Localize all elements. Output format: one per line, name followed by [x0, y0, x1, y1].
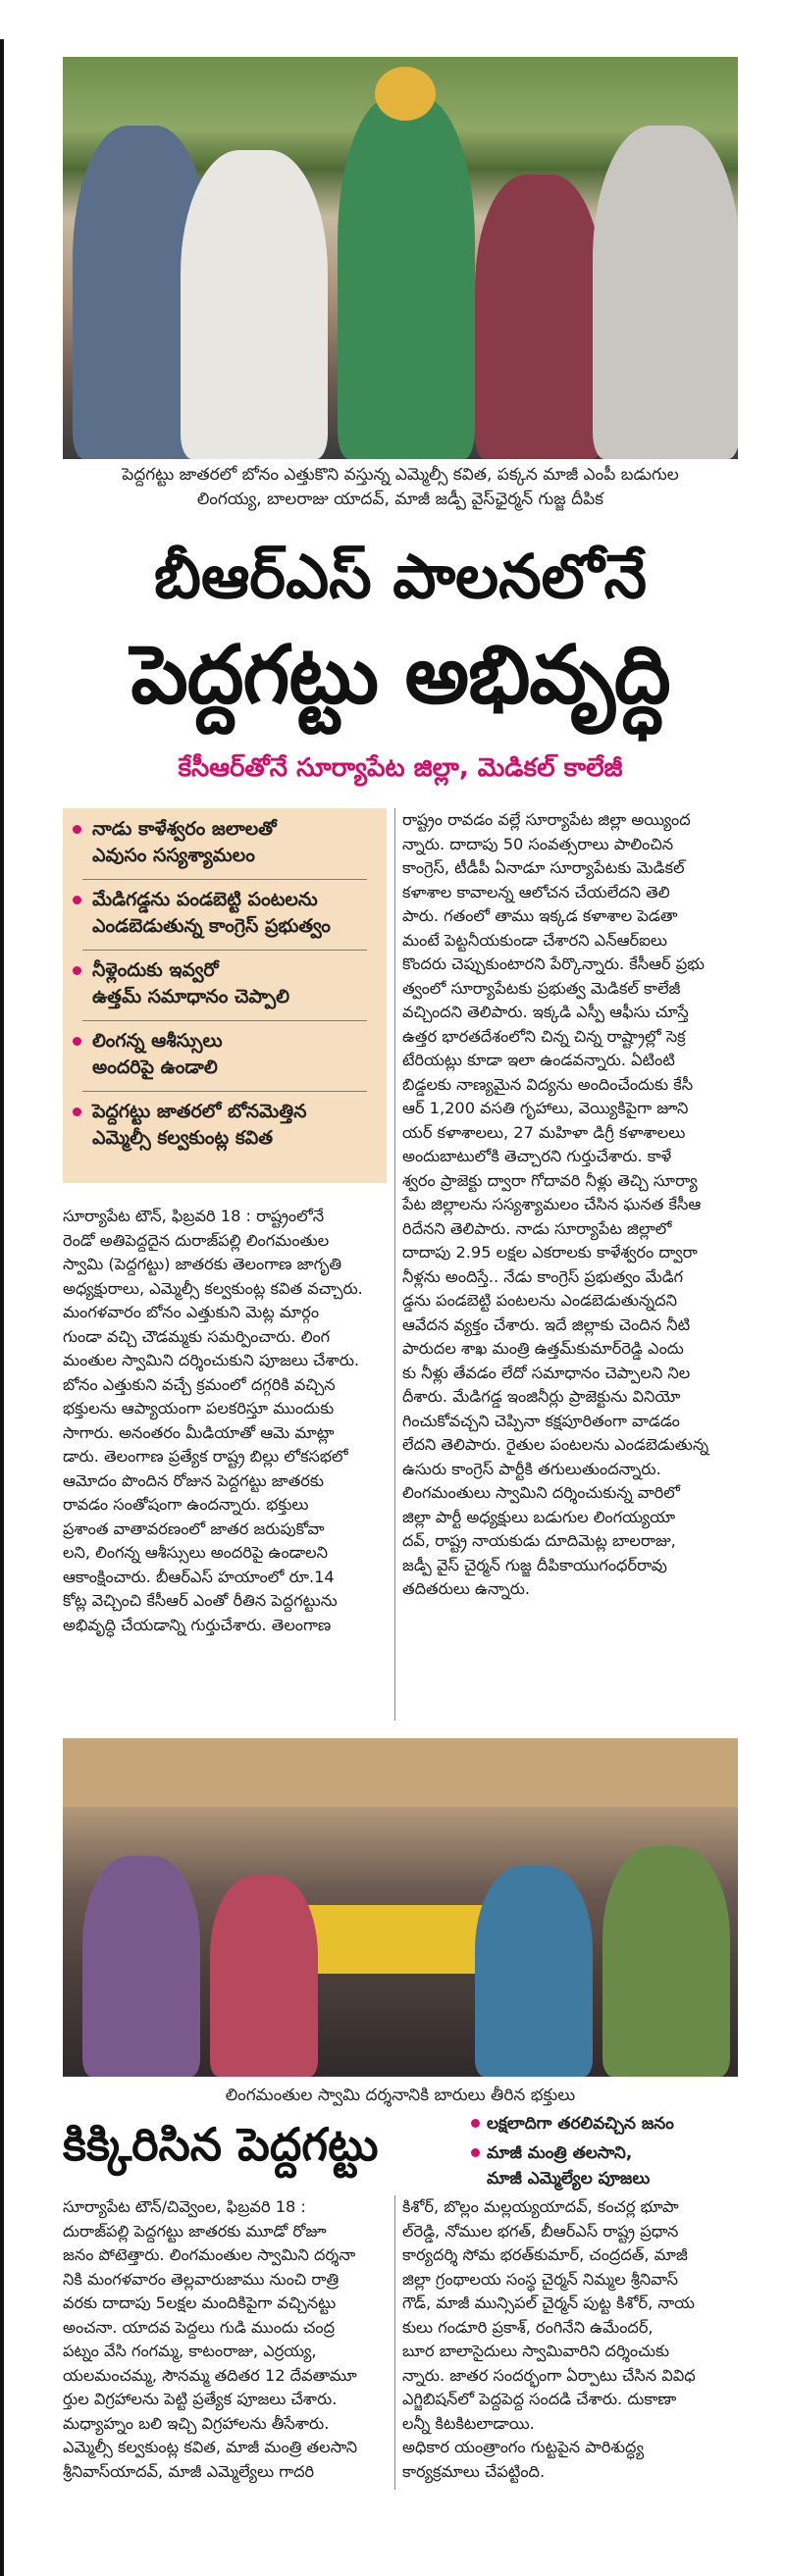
highlight-item — [73, 816, 379, 869]
crowd-figure — [82, 1856, 200, 2077]
article2-bullet — [471, 2111, 746, 2137]
person-figure — [593, 126, 738, 459]
crowd-figure — [210, 1876, 318, 2077]
devotees-queue-photo — [63, 1738, 738, 2077]
article2-right-column: కిశోర్, బొల్లం మల్లయ్యయాదవ్, కంచర్ల భూపా ల్‌రెడ్డి, నోముల భగత్, బీఆర్ఎస్ రాష్ట్ర ప్రధాన కార్యదర్శి సోమ భరత్‌కుమార్, చంద్రదత్, మాజీ జిల్లా గ్రంథాలయ సంస్థ చైర్మన్ నిమ్మల శ్రీనివాస్ గౌడ్, మాజీ మున్సిపల్ చైర్మన్ పుట్ట కిశోర్, నాయ కులు గండూరి ప్రకాశ్, రంగినేని ఉమేందర్, బూర బాలాసైదులు స్వామివారిని దర్శించుకు న్నారు. జాతర సందర్భంగా ఏర్పాటు చేసిన వివిధ ఎగ్జిబిషన్‌లో పెద్దపెద్ద సందడి చేశారు. దుకాణా లన్నీ కిటకిటలాడాయి. అధికార యంత్రాంగం గుట్టపైన పారిశుద్ధ్య కార్యక్రమాలు చేపట్టింది. — [402, 2197, 696, 2481]
photo1-caption-line2: లింగయ్య, బాలరాజు యాదవ్, మాజీ జడ్పీ వైస్‌ఛైర్మన్ గుజ్జ దీపిక — [196, 489, 604, 509]
bullet-icon — [73, 825, 81, 834]
bullet-icon — [471, 2148, 480, 2157]
highlight-item — [73, 1028, 379, 1081]
bullet-icon — [73, 966, 81, 975]
left-margin-rule — [0, 39, 4, 2576]
divider — [82, 1091, 367, 1092]
highlight-line: ఉత్తమ్ సమాధానం చెప్పాలి — [92, 986, 290, 1007]
column-divider — [394, 808, 395, 1721]
article2-bullet — [471, 2140, 746, 2191]
highlight-item — [73, 887, 379, 940]
highlight-line: పెద్దగట్టు జాతరలో బోనమెత్తిన — [92, 1101, 307, 1122]
highlights-box — [63, 808, 387, 1183]
article1-left-column: సూర్యాపేట టౌన్, ఫిబ్రవరి 18 : రాష్ట్రంలోనే రెండో అతిపెద్దదైన దురాజ్‌పల్లి లింగమంతుల స్వామి (పెద్దగట్టు) జాతరకు తెలంగాణ జాగృతి అధ్యక్షురాలు, ఎమ్మెల్సీ కల్వకుంట్ల కవిత వచ్చారు. మంగళవారం బోనం ఎత్తుకుని మెట్ల మార్గం గుండా వచ్చి చౌడమ్మకు సమర్పించారు. లింగ మంతుల స్వామిని దర్శించుకుని పూజలు చేశారు. బోనం ఎత్తుకుని వచ్చే క్రమంలో దగ్గరికి వచ్చిన భక్తులను ఆప్యాయంగా పలకరిస్తూ ముందుకు సాగారు. అనంతరం మీడియాతో ఆమె మాట్లా డారు. తెలంగాణ ప్రత్యేక రాష్ట్ర బిల్లు లోకసభలో ఆమోదం పొందిన రోజున పెద్దగట్టు జాతరకు రావడం సంతోషంగా ఉందన్నారు. భక్తులు ప్రశాంత వాతావరణంలో జాతర జరుపుకోవా లని, లింగన్న ఆశీస్సులు అందరిపై ఉండాలని ఆకాంక్షించారు. బీఆర్ఎస్ హయాంలో రూ.14 కోట్ల వెచ్చించి కేసీఆర్ ఎంతో రీతిన పెద్దగట్టును అభివృద్ధి చేయడాన్ని గుర్తుచేశారు. తెలంగాణ — [63, 1207, 363, 1634]
bullet-text: మాజీ మంత్రి తలసాని, — [487, 2143, 633, 2163]
highlight-line: అందరిపై ఉండాలి — [92, 1056, 218, 1078]
bullet-icon — [73, 896, 81, 904]
page-top-margin — [0, 0, 785, 18]
headline-line2: పెద్దగట్టు అభివృద్ధి — [131, 629, 670, 722]
highlight-item — [73, 957, 379, 1010]
article2-bullets — [471, 2111, 746, 2195]
crowd-figure — [602, 1846, 730, 2077]
bullet-icon — [73, 1108, 81, 1116]
highlight-line: ఎవుసం సస్యశ్యామలం — [92, 845, 255, 866]
divider — [82, 1020, 367, 1021]
bonam-pot — [375, 67, 436, 121]
highlight-line: ఎండబెడుతున్న కాంగ్రెస్ ప్రభుత్వం — [92, 915, 331, 937]
bullet-icon — [471, 2119, 480, 2128]
highlight-line: నీళ్లెందుకు ఇవ్వరో — [92, 959, 219, 981]
person-figure — [181, 150, 328, 459]
photo1-caption-line1: పెద్దగట్టు జాతరలో బోనం ఎత్తుకొని వస్తున్న ఎమ్మెల్సీ కవిత, పక్కన మాజీ ఎంపీ బడుగుల — [122, 465, 679, 485]
temple-canopy — [63, 1738, 738, 1807]
headline-line1: బీఆర్ఎస్ పాలనలోనే — [154, 541, 647, 612]
highlight-line: మేడిగడ్డను పండబెట్టి పంటలను — [92, 889, 318, 910]
highlight-line: లింగన్న ఆశీస్సులు — [92, 1030, 223, 1052]
jatara-bonam-photo — [63, 57, 738, 459]
article2-left-column: సూర్యాపేట టౌన్/చివ్వెంల, ఫిబ్రవరి 18 : దురాజ్‌పల్లి పెద్దగట్టు జాతరకు మూడో రోజూ జనం పోటెత్తారు. లింగమంతుల స్వామిని దర్శనా నికి మంగళవారం తెల్లవారుజాము నుంచి రాత్రి వరకు దాదాపు 5లక్షల మందికిపైగా వచ్చినట్టు అంచనా. యాదవ పెద్దలు గుడి ముందు చంద్ర పట్నం వేసి గంగమ్మ, కాటంరాజు, ఎర్రయ్య, యలమంచమ్మ, సౌనమ్మ తదితర 12 దేవతామూ ర్తుల విగ్రహాలను పెట్టి ప్రత్యేక పూజలు చేశారు. మధ్యాహ్నం బలి ఇచ్చి విగ్రహాలను తీసేశారు. ఎమ్మెల్సీ కల్వకుంట్ల కవిత, మాజీ మంత్రి తలసాని శ్రీనివాస్‌యాదవ్, మాజీ ఎమ్మెల్యేలు గాదరి — [63, 2197, 358, 2481]
divider — [82, 950, 367, 951]
person-figure — [475, 175, 602, 459]
divider — [82, 879, 367, 880]
photo2-caption: లింగమంతుల స్వామి దర్శనానికి బారులు తీరిన భక్తులు — [225, 2086, 576, 2105]
highlight-line: ఎమ్మెల్సీ కల్వకుంట్ల కవిత — [92, 1127, 274, 1149]
person-figure — [338, 96, 475, 459]
subheadline: కేసీఆర్‌తోనే సూర్యాపేట జిల్లా, మెడికల్ కాలేజీ — [178, 753, 623, 783]
highlight-line: నాడు కాళేశ్వరం జలాలతో — [92, 818, 277, 840]
bullet-text: మాజీ ఎమ్మెల్యేల పూజలు — [487, 2169, 651, 2189]
article2-headline: కిక్కిరిసిన పెద్దగట్టు — [63, 2118, 379, 2171]
article1-right-column: రాష్ట్రం రావడం వల్లే సూర్యాపేట జిల్లా అయ్యింద న్నారు. దాదాపు 50 సంవత్సరాలు పాలించిన కాంగ్రెస్, టీడీపీ ఏనాడూ సూర్యాపేటకు మెడికల్ కళాశాల కావాలన్న ఆలోచన చేయలేదని తెలి పారు. గతంలో తాము ఇక్కడ కళాశాల పెడతా మంటే పెట్టనీయకుండా చేశారని ఎన్ఆర్ఐలు కొందరు చెప్పుకుంటారని పేర్కొన్నారు. కేసీఆర్ ప్రభు త్వంలో సూర్యాపేటకు ప్రభుత్వ మెడికల్ కాలేజీ వచ్చిందని తెలిపారు. ఇక్కడి ఎస్పీ ఆఫీసు చూస్తే ఉత్తర భారతదేశంలోని చిన్న చిన్న రాష్ట్రాల్లో సెక్ర టేరియట్లు కూడా ఇలా ఉండవన్నారు. ఏటింటి బిడ్డలకు నాణ్యమైన విద్యను అందించేందుకు కేసీ ఆర్ 1,200 వసతి గృహాలు, వెయ్యికిపైగా జూని యర్ కళాశాలలు, 27 మహిళా డిగ్రీ కళాశాలలు అందుబాటులోకి తెచ్చారని గుర్తుచేశారు. కాళే శ్వరం ప్రాజెక్టు ద్వారా గోదావరి నీళ్లు తెచ్చి సూర్యా పేట జిల్లాలను సస్యశ్యామలం చేసిన ఘనత కేసీఆ రిదేనని తెలిపారు. నాడు సూర్యాపేట జిల్లాలో దాదాపు 2.95 లక్షల ఎకరాలకు కాళేశ్వరం ద్వారా నీళ్లను అందిస్తే.. నేడు కాంగ్రెస్ ప్రభుత్వం మేడిగ డ్డను పండబెట్టి పంటలను ఎండబెడుతున్నదని ఆవేదన వ్యక్తం చేశారు. ఇదే జిల్లాకు చెందిన నీటి పారుదల శాఖ మంత్రి ఉత్తమ్‌కుమార్‌రెడ్డి ఎందు కు నీళ్లు తేవడం లేదో సమాధానం చెప్పాలని నిల దీశారు. మేడిగడ్డ ఇంజినీర్లు ప్రాజెక్టును వినియో గించుకోవచ్చని చెప్పినా కక్షపూరితంగా వాడడం లేదని తెలిపారు. రైతుల పంటలను ఎండబెడుతున్న ఉసురు కాంగ్రెస్ పార్టీకి తగులుతుందన్నారు. లింగమంతులు స్వామిని దర్శించుకున్న వారిలో జిల్లా పార్టీ అధ్యక్షులు బడుగుల లింగయ్యయా దవ్, రాష్ట్ర నాయకుడు దూదిమెట్ల బాలరాజు, జడ్పీ వైస్ చైర్మన్ గుజ్జ దీపికాయుగంధర్‌రావు తదితరులు ఉన్నారు. — [402, 810, 709, 1598]
photo1-caption — [63, 463, 738, 512]
bullet-text: లక్షలాదిగా తరలివచ్చిన జనం — [487, 2114, 674, 2134]
crowd-figure — [475, 1866, 593, 2077]
column-divider — [394, 2195, 395, 2490]
highlight-item — [73, 1099, 379, 1152]
bullet-icon — [73, 1037, 81, 1046]
